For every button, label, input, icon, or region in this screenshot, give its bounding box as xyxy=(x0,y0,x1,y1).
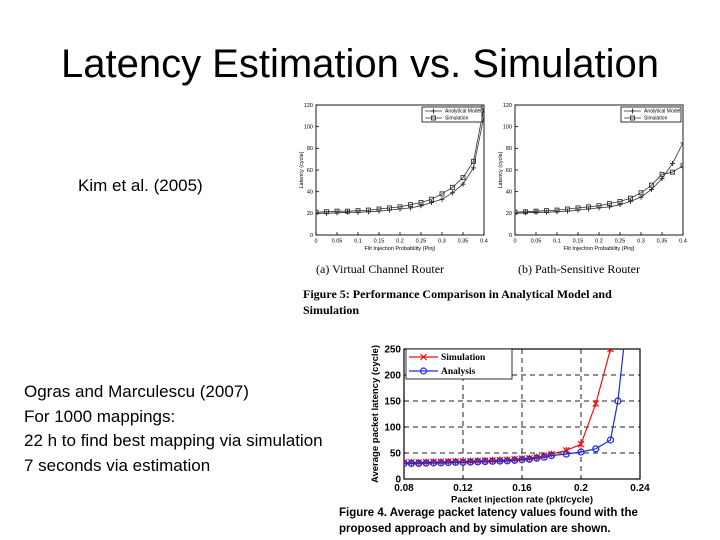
x-tick-label: 0 xyxy=(513,238,517,245)
legend-label: Simulation xyxy=(644,115,668,122)
y-tick-label: 0 xyxy=(309,232,313,239)
figure5-caption: Simulation xyxy=(303,303,360,317)
subcaption-b: (b) Path-Sensitive Router xyxy=(518,262,640,276)
citation-kim: Kim et al. (2005) xyxy=(78,176,203,195)
x-tick-label: 0.2 xyxy=(574,483,588,494)
x-tick-label: 0.4 xyxy=(480,238,488,245)
figure4-caption: Figure 4. Average packet latency values found with the xyxy=(339,507,638,519)
x-tick-label: 0.15 xyxy=(373,238,385,245)
x-tick-label: 0.3 xyxy=(637,238,645,245)
data-point xyxy=(593,400,599,407)
y-axis-label: Average packet latency (cycle) xyxy=(370,344,381,484)
figure4-caption: proposed approach and by simulation are shown. xyxy=(339,523,611,535)
y-tick-label: 80 xyxy=(505,146,512,153)
x-tick-label: 0.12 xyxy=(453,483,473,494)
y-tick-label: 250 xyxy=(384,344,401,356)
slide-title: Latency Estimation vs. Simulation xyxy=(60,42,660,86)
y-tick-label: 120 xyxy=(502,102,512,109)
subcaption-a: (a) Virtual Channel Router xyxy=(316,262,445,276)
legend-label: Analytical Model xyxy=(445,108,482,115)
note-line: For 1000 mappings: xyxy=(24,406,176,426)
y-tick-label: 40 xyxy=(306,189,313,196)
x-tick-label: 0.25 xyxy=(415,238,427,245)
x-tick-label: 0.25 xyxy=(614,238,626,245)
y-axis-label: Latency (cycle) xyxy=(299,151,305,189)
y-tick-label: 0 xyxy=(508,232,512,239)
x-tick-label: 0.1 xyxy=(553,238,561,245)
x-tick-label: 0 xyxy=(314,238,318,245)
legend-label: Simulation xyxy=(441,353,486,364)
x-tick-label: 0.05 xyxy=(530,238,542,245)
data-point xyxy=(578,441,584,448)
chart-fig4 xyxy=(370,271,650,506)
y-axis-label: Latency (cycle) xyxy=(498,151,504,189)
y-tick-label: 0 xyxy=(395,474,401,486)
note-line: 22 h to find best mapping via simulation xyxy=(24,431,323,450)
x-tick-label: 0.4 xyxy=(679,238,687,245)
x-tick-label: 0.2 xyxy=(396,238,404,245)
y-tick-label: 100 xyxy=(384,422,401,434)
y-tick-label: 60 xyxy=(505,167,512,174)
y-tick-label: 60 xyxy=(306,167,313,174)
note-line: 7 seconds via estimation xyxy=(24,455,211,475)
legend-label: Simulation xyxy=(445,115,469,122)
x-tick-label: 0.1 xyxy=(354,238,362,245)
y-tick-label: 100 xyxy=(502,124,512,131)
x-tick-label: 0.3 xyxy=(438,238,446,245)
x-tick-label: 0.35 xyxy=(656,238,668,245)
x-axis-label: Packet injection rate (pkt/cycle) xyxy=(450,494,594,506)
x-tick-label: 0.08 xyxy=(394,483,414,494)
x-tick-label: 0.35 xyxy=(457,238,469,245)
y-tick-label: 100 xyxy=(303,124,313,131)
x-tick-label: 0.16 xyxy=(512,483,532,494)
x-tick-label: 0.05 xyxy=(331,238,343,245)
x-tick-label: 0.2 xyxy=(595,238,603,245)
note-line: Ogras and Marculescu (2007) xyxy=(24,382,249,401)
y-tick-label: 50 xyxy=(389,448,401,460)
x-tick-label: 0.15 xyxy=(572,238,584,245)
y-tick-label: 20 xyxy=(505,211,512,218)
y-tick-label: 150 xyxy=(384,396,401,408)
figure5-caption: Figure 5: Performance Comparison in Analytical Model and xyxy=(303,287,612,301)
y-tick-label: 20 xyxy=(306,211,313,218)
y-tick-label: 40 xyxy=(505,189,512,196)
y-tick-label: 120 xyxy=(303,102,313,109)
y-tick-label: 80 xyxy=(306,146,313,153)
legend-label: Analysis xyxy=(441,367,476,378)
x-axis-label: Flit Injection Probability (Pinj) xyxy=(364,246,436,252)
y-tick-label: 200 xyxy=(384,370,401,382)
x-axis-label: Flit Injection Probability (Pinj) xyxy=(563,246,635,252)
x-tick-label: 0.24 xyxy=(630,483,650,494)
legend-label: Analytical Model xyxy=(644,108,681,115)
